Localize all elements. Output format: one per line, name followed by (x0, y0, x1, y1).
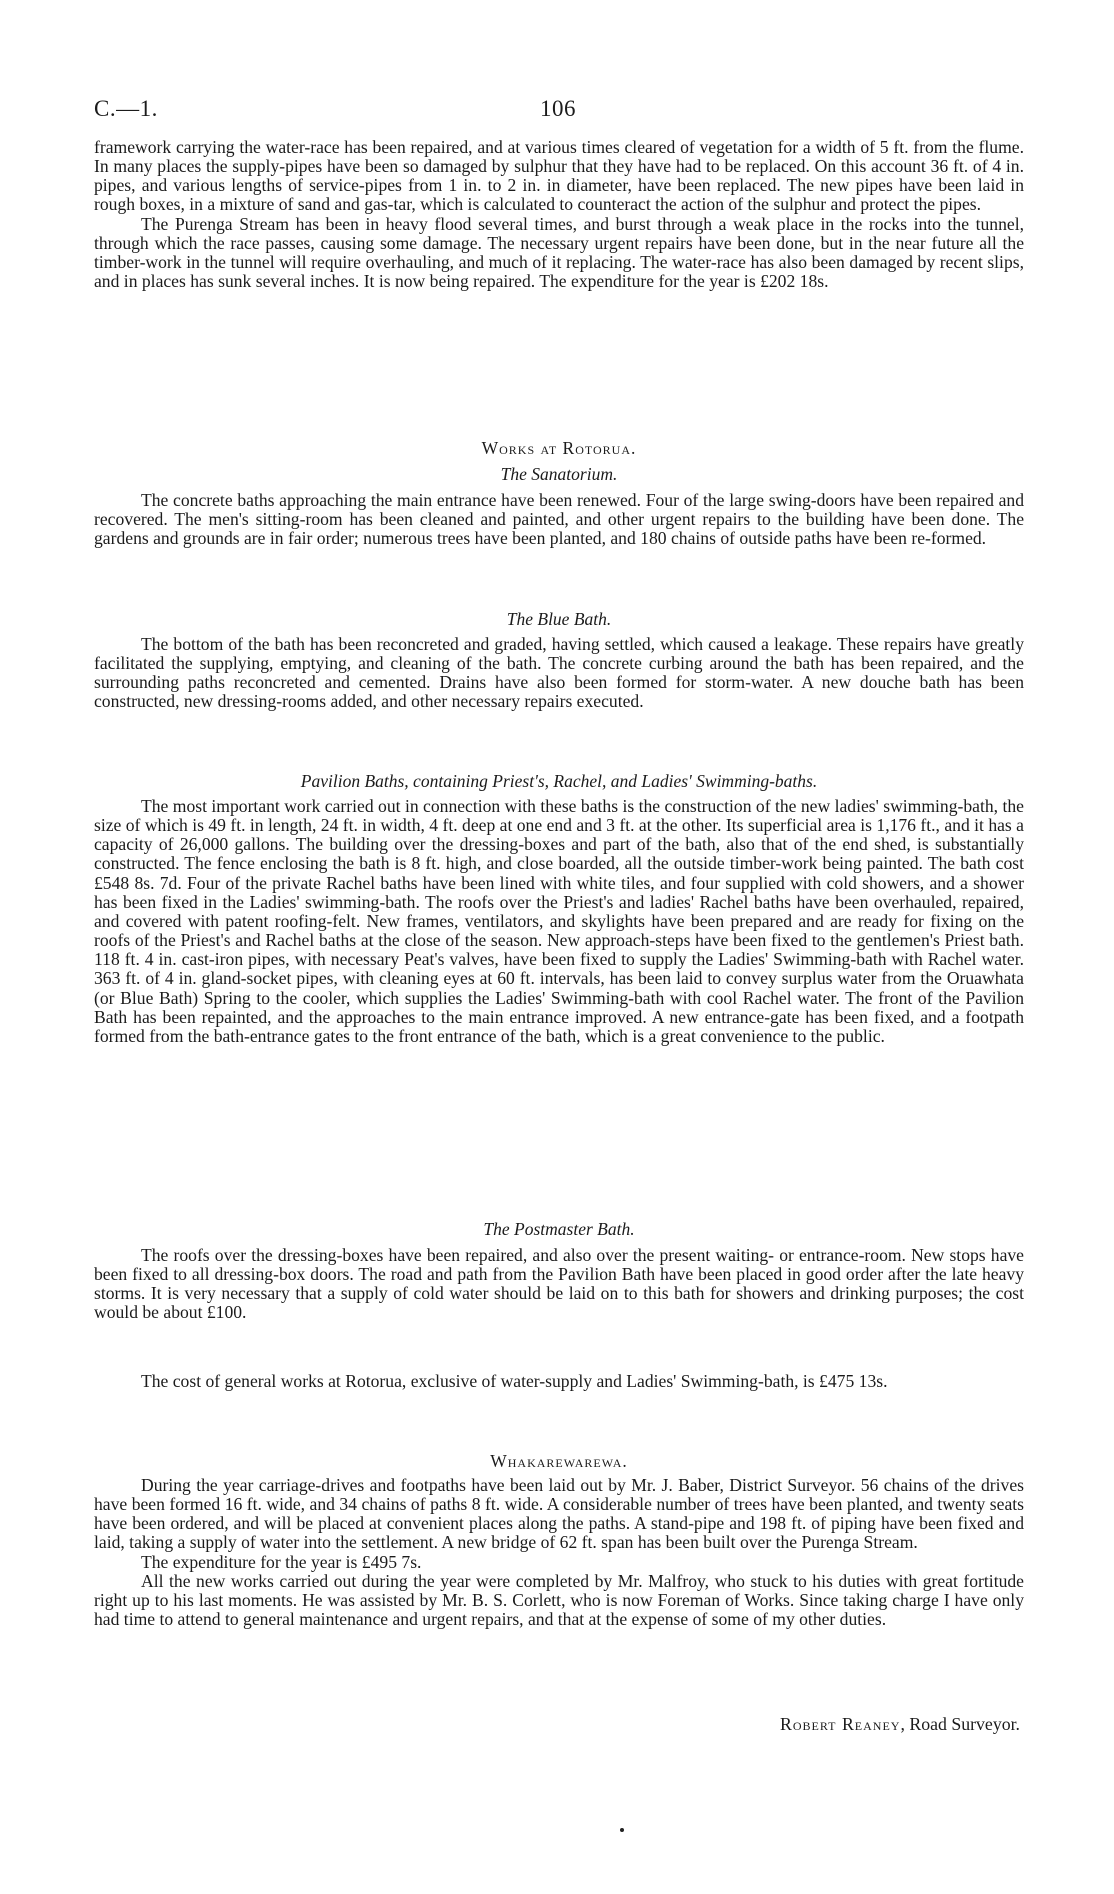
whakarewarewa-paragraph-3: All the new works carried out during the year were completed by Mr. Malfroy, who stuck to his duties with great fortitude right up to his last moments. He was assisted by Mr. B. S. Corlett, who is now Foreman of Works. Since taking charge I have only had time to attend to general maintenance and urgent repairs, and that at the expense of some of my other duties. (94, 1570, 1024, 1630)
postmaster-title: The Postmaster Bath. (483, 1219, 635, 1239)
pavilion-text: The most important work carried out in connection with these baths is the construction of the new ladies' swimming-bath, the size of which is 49 ft. in length, 24 ft. in width, 4 ft. deep at one end and 3 ft. at the other. Its superficial area is 1,176 ft., and it has a capacity of 26,000 gallons. The building over the dressing-boxes and part of the bath, also that of the end shed, is substantially constructed. The fence enclosing the bath is 8 ft. high, and close boarded, all the outside timber-work being painted. The bath cost £548 8s. 7d. Four of the private Rachel baths have been lined with white tiles, and four supplied with cold showers, and a shower has been fixed in the Ladies' swimming-bath. The roofs over the Priest's and ladies' Rachel baths have been overhauled, repaired, and covered with patent roofing-felt. New frames, ventilators, and skylights have been prepared and are ready for fixing on the roofs of the Priest's and Rachel baths at the close of the season. New approach-steps have been fixed to the gentlemen's Priest bath. 118 ft. 4 in. cast-iron pipes, with necessary Peat's valves, have been fixed to supply the Ladies' Swimming-bath with Rachel water. 363 ft. of 4 in. gland-socket pipes, with cleaning eyes at 60 ft. intervals, has been laid to convey surplus water from the Oruawhata (or Blue Bath) Spring to the cooler, which supplies the Ladies' Swimming-bath with cool Rachel water. The front of the Pavilion Bath has been repainted, and the approaches to the main entrance improved. A new entrance-gate has been fixed, and a footpath formed from the bath-entrance gates to the front entrance of the bath, which is a great convenience to the public. (94, 796, 1024, 1046)
intro-section (94, 138, 1024, 291)
intro-paragraph-1: framework carrying the water-race has been repaired, and at various times cleared of vegetation for a width of 5 ft. from the flume. In many places the supply-pipes have been so damaged by sulphur that they have had to be replaced. On this account 36 ft. of 4 in. pipes, and various lengths of service-pipes from 1 in. to 2 in. in diameter, have been replaced. The new pipes have been laid in rough boxes, in a mixture of sand and gas-tar, which is calculated to counteract the action of the sulphur and protect the pipes. (94, 137, 1024, 215)
whakarewarewa-section (94, 1476, 1024, 1629)
postmaster-text: The roofs over the dressing-boxes have been repaired, and also over the present waiting- or entrance-room. New stops have been fixed to all dressing-box doors. The road and path from the Pavilion Bath have been placed in good order after the late heavy storms. It is very necessary that a supply of cold water should be laid on to this bath for showers and drinking purposes; the cost would be about £100. (94, 1245, 1024, 1323)
whakarewarewa-paragraph-1: During the year carriage-drives and footpaths have been laid out by Mr. J. Baber, District Surveyor. 56 chains of the drives have been formed 16 ft. wide, and 34 chains of paths 8 ft. wide. A considerable number of trees have been planted, and twenty seats have been ordered, and will be placed at convenient places along the paths. A stand-pipe and 198 ft. of piping have been fixed and laid, taking a supply of water into the settlement. A new bridge of 62 ft. span has been built over the Purenga Stream. (94, 1475, 1024, 1553)
whakarewarewa-heading: Whakarewarewa. (490, 1451, 628, 1471)
sanatorium-text: The concrete baths approaching the main entrance have been renewed. Four of the large swing-doors have been repaired and recovered. The men's sitting-room has been cleaned and painted, and other urgent repairs to the building have been done. The gardens and grounds are in fair order; numerous trees have been planted, and 180 chains of outside paths have been re-formed. (94, 490, 1024, 549)
sanatorium-title: The Sanatorium. (500, 464, 618, 484)
pavilion-section (94, 797, 1024, 1046)
report-code: C.—1. (94, 96, 158, 121)
page-mark (620, 1828, 624, 1832)
blue-bath-text: The bottom of the bath has been reconcreted and graded, having settled, which caused a leakage. These repairs have greatly facilitated the supplying, emptying, and cleaning of the bath. The concrete curbing around the bath has been repaired, and the surrounding paths reconcreted and cemented. Drains have also been formed for storm-water. A new douche bath has been constructed, new dressing-rooms added, and other necessary repairs executed. (94, 634, 1024, 712)
sanatorium-section (94, 491, 1024, 548)
blue-bath-section (94, 635, 1024, 712)
blue-bath-title: The Blue Bath. (506, 609, 612, 629)
postmaster-section (94, 1246, 1024, 1323)
rotorua-heading: Works at Rotorua. (481, 438, 637, 458)
rotorua-cost-text: The cost of general works at Rotorua, exclusive of water-supply and Ladies' Swimming-bath, is £475 13s. (141, 1371, 888, 1391)
pavilion-title: Pavilion Baths, containing Priest's, Rachel, and Ladies' Swimming-baths. (300, 771, 818, 791)
rotorua-cost-section (94, 1372, 1024, 1391)
intro-paragraph-2: The Purenga Stream has been in heavy flood several times, and burst through a weak place in the rocks into the tunnel, through which the race passes, causing some damage. The necessary urgent repairs have been done, but in the near future all the timber-work in the tunnel will require overhauling, and much of it replacing. The water-race has also been damaged by recent slips, and in places has sunk several inches. It is now being repaired. The expenditure for the year is £202 18s. (94, 213, 1024, 292)
page-number: 106 (540, 96, 576, 121)
signature-name: Robert Reaney (780, 1714, 901, 1734)
signature: Robert Reaney, Road Surveyor. (780, 1714, 1020, 1734)
signature-title: Road Surveyor. (909, 1714, 1020, 1734)
whakarewarewa-paragraph-2: The expenditure for the year is £495 7s. (141, 1551, 422, 1572)
